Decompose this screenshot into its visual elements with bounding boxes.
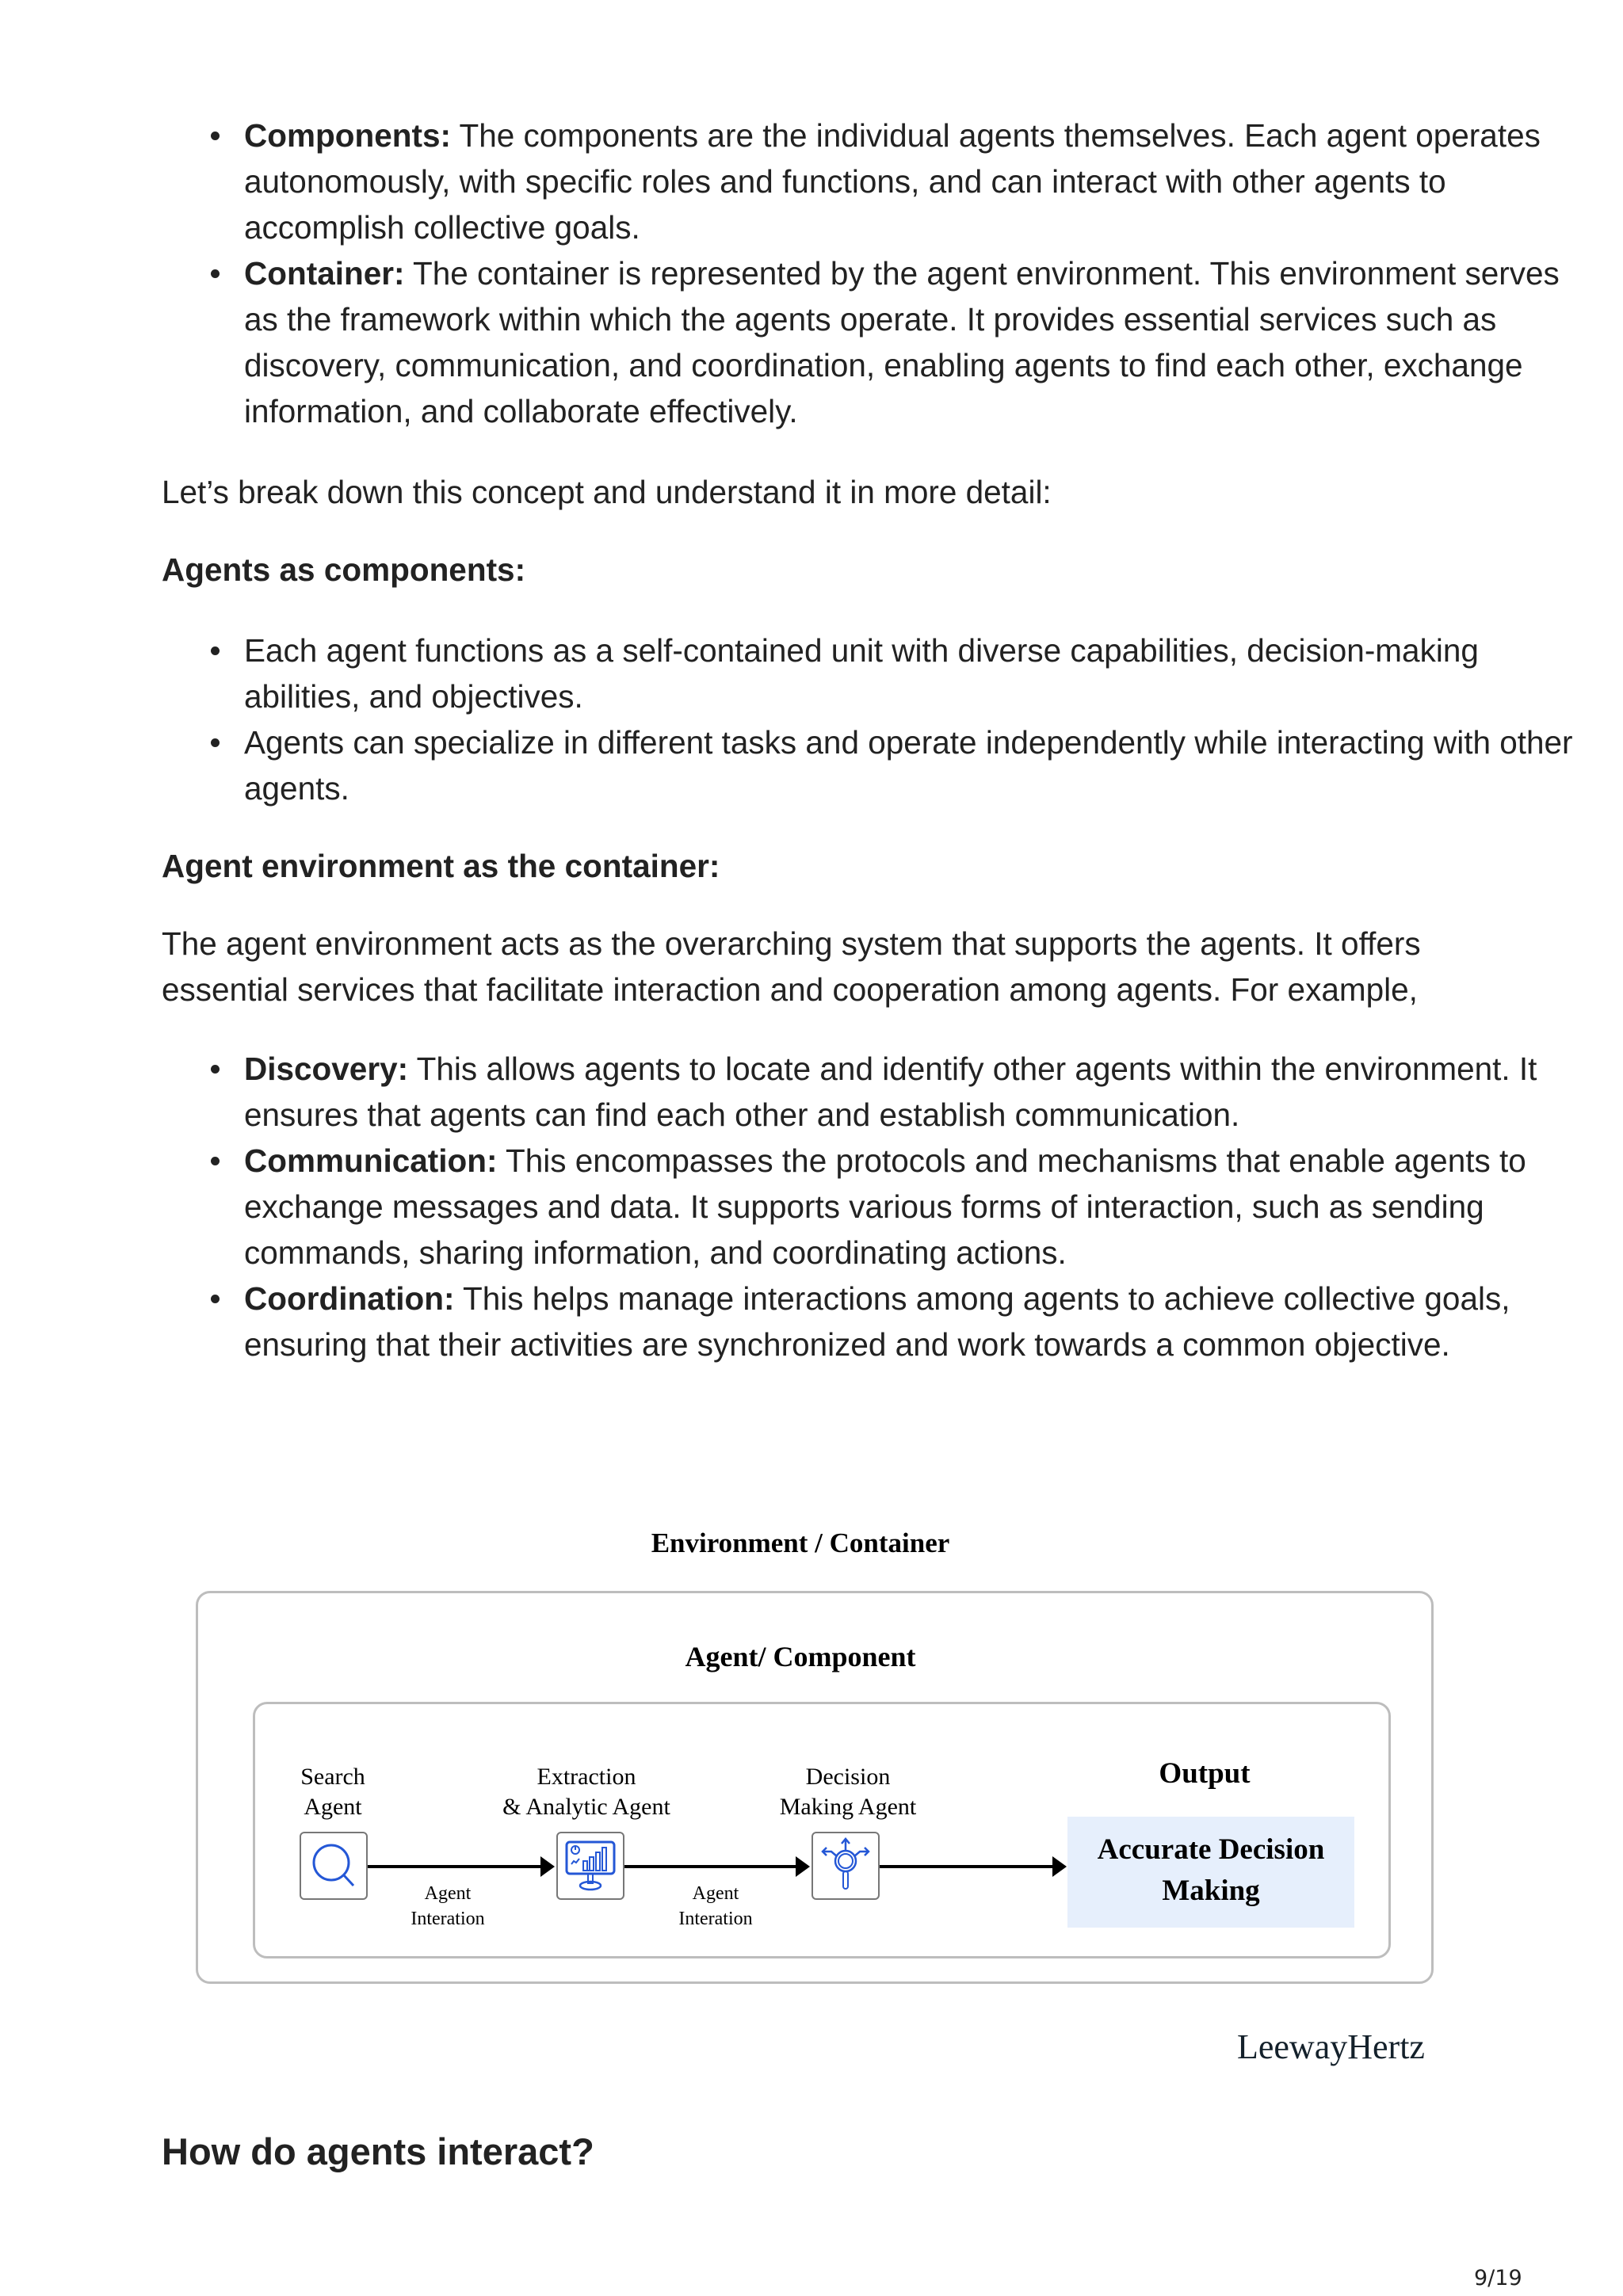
agents-as-components-heading: Agents as components: <box>162 551 526 588</box>
extraction-agent-node <box>556 1832 624 1900</box>
label-line: Agent <box>424 1883 472 1904</box>
output-box <box>1067 1817 1354 1928</box>
page-number: 9/19 <box>1474 2266 1522 2290</box>
edge-label-2 <box>664 1881 767 1932</box>
label-line: Agent <box>692 1883 739 1904</box>
label-line: Interation <box>411 1909 485 1929</box>
list-item: Agents can specialize in different tasks and operate independently while interacting with other agents. <box>244 719 1575 811</box>
intro-bullet-list <box>162 113 1575 434</box>
analytics-monitor-icon <box>562 1837 619 1894</box>
bullet-text: This encompasses the protocols and mechanisms that enable agents to exchange messages and data. It supports various forms of interaction, such as sending commands, sharing information, and coordinating actions. <box>244 1142 1526 1271</box>
bullet-term: Communication: <box>244 1142 498 1179</box>
label-line: Agent <box>304 1794 362 1820</box>
label-line: Interation <box>678 1909 753 1929</box>
extraction-agent-label <box>475 1762 697 1822</box>
agents-components-list <box>162 627 1575 811</box>
arrow-extraction-to-decision <box>624 1865 807 1868</box>
edge-label-1 <box>396 1881 499 1932</box>
arrow-decision-to-output <box>880 1865 1064 1868</box>
search-agent-node <box>300 1832 368 1900</box>
bullet-components <box>244 113 1575 250</box>
environment-paragraph: The agent environment acts as the overarching system that supports the agents. It offers essential services that facilitate interaction and cooperation among agents. For example, <box>162 925 1421 1008</box>
environment-services-list <box>162 1046 1575 1367</box>
decision-magnifier-icon <box>817 1836 874 1896</box>
output-line: Accurate Decision <box>1097 1833 1325 1866</box>
bullet-container <box>244 250 1575 434</box>
bullet-communication <box>244 1138 1575 1276</box>
label-line: Making Agent <box>779 1794 917 1820</box>
breakdown-intro: Let’s break down this concept and understand it in more detail: <box>162 474 1052 510</box>
bullet-text: The components are the individual agents themselves. Each agent operates autonomously, with specific roles and functions, and can interact with other agents to accomplish collective goals. <box>244 117 1541 246</box>
search-agent-label <box>269 1762 396 1822</box>
output-title: Output <box>1159 1757 1251 1790</box>
label-line: Search <box>300 1764 365 1790</box>
list-item: Each agent functions as a self-contained unit with diverse capabilities, decision-making abilities, and objectives. <box>244 627 1575 719</box>
decision-agent-node <box>812 1832 880 1900</box>
decision-agent-label <box>745 1762 951 1822</box>
diagram-outer-title: Environment / Container <box>651 1527 950 1558</box>
brand-logo-text: LeewayHertz <box>1237 2027 1425 2066</box>
label-line: Extraction <box>537 1764 636 1790</box>
label-line: & Analytic Agent <box>502 1794 670 1820</box>
bullet-term: Container: <box>244 255 405 292</box>
bullet-term: Discovery: <box>244 1051 409 1087</box>
bullet-coordination <box>244 1276 1575 1367</box>
section-heading: How do agents interact? <box>162 2130 594 2172</box>
bullet-text: The container is represented by the agent environment. This environment serves as the framework within which the agents operate. It provides essential services such as discovery, communication, and coordination, enabling agents to find each other, exchange information, and collaborate effectively. <box>244 255 1560 429</box>
arrow-search-to-extraction <box>368 1865 552 1868</box>
search-icon <box>306 1838 361 1894</box>
bullet-text: This allows agents to locate and identify other agents within the environment. It ensures that agents can find each other and establish communication. <box>244 1051 1537 1133</box>
bullet-term: Components: <box>244 117 451 154</box>
bullet-discovery <box>244 1046 1575 1138</box>
bullet-text: This helps manage interactions among agents to achieve collective goals, ensuring that their activities are synchronized and work towards a common objective. <box>244 1280 1510 1363</box>
label-line: Decision <box>805 1764 891 1790</box>
output-line: Making <box>1162 1875 1260 1907</box>
diagram-inner-title: Agent/ Component <box>685 1641 916 1672</box>
bullet-term: Coordination: <box>244 1280 455 1317</box>
environment-container-heading: Agent environment as the container: <box>162 848 720 884</box>
